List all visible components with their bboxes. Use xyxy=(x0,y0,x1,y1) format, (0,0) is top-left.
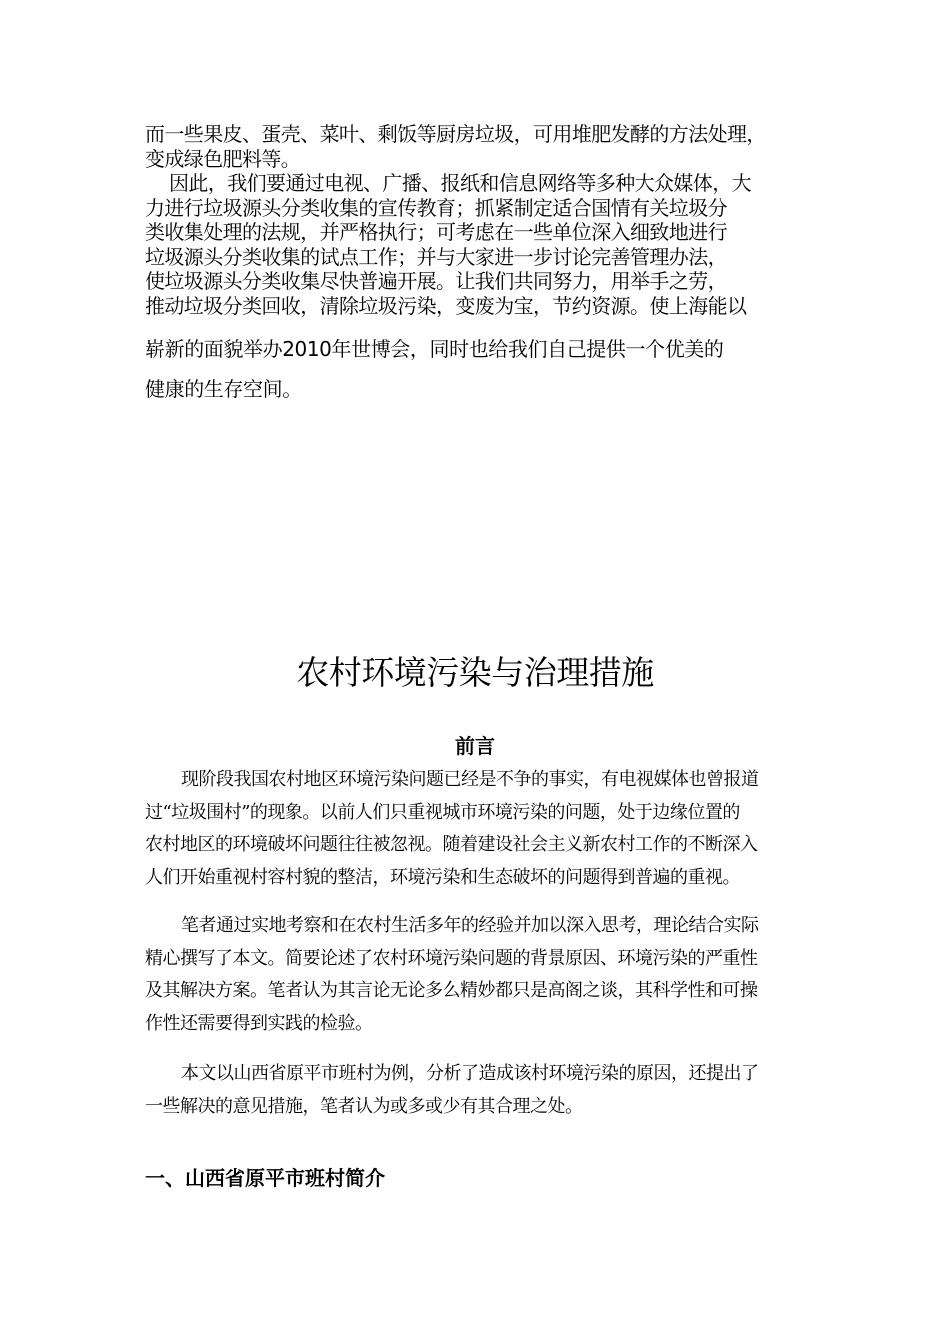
text-line: 作性还需要得到实践的检验。 xyxy=(145,1013,373,1035)
text-line: 垃圾源头分类收集的试点工作；并与大家进一步讨论完善管理办法， xyxy=(145,244,727,269)
previous-section-text xyxy=(145,122,815,318)
text-line: 农村地区的环境破坏问题往往被忽视。随着建设社会主义新农村工作的不断深入 xyxy=(145,834,758,856)
article-title: 农村环境污染与治理措施 xyxy=(296,653,654,692)
text-line: 推动垃圾分类回收，清除垃圾污染，变废为宝，节约资源。使上海能以 xyxy=(145,293,747,318)
text-line: 而一些果皮、蛋壳、菜叶、剩饭等厨房垃圾，可用堆肥发酵的方法处理， xyxy=(145,122,766,146)
preface-paragraph-3 xyxy=(145,1058,815,1123)
text-line: 因此，我们要通过电视、广播、报纸和信息网络等多种大众媒体，大 xyxy=(169,171,751,195)
text-line: 本文以山西省原平市班村为例，分析了造成该村环境污染的原因，还提出了 xyxy=(181,1063,759,1084)
text-line: 现阶段我国农村地区环境污染问题已经是不争的事实，有电视媒体也曾报道 xyxy=(181,769,759,790)
text-line: 健康的生存空间。 xyxy=(145,377,302,401)
text-line: 使垃圾源头分类收集尽快普遍开展。让我们共同努力，用举手之劳， xyxy=(145,269,727,293)
text-line: 过“垃圾围村”的现象。以前人们只重视城市环境污染的问题，处于边缘位置的 xyxy=(145,801,740,823)
text-line: 及其解决方案。笔者认为其言论无论多么精妙都只是高阁之谈，其科学性和可操 xyxy=(145,980,758,1002)
text-line: 人们开始重视村容村貌的整洁，环境污染和生态破坏的问题得到普遍的重视。 xyxy=(145,867,740,889)
preface-paragraph-2 xyxy=(145,910,815,1041)
previous-section-ending xyxy=(145,329,815,409)
text-line: 变成绿色肥料等。 xyxy=(145,146,301,171)
section-heading: 一、山西省原平市班村简介 xyxy=(145,1166,385,1190)
text-line: 崭新的面貌举办2010年世博会，同时也给我们自己提供一个优美的 xyxy=(145,337,724,361)
text-line: 精心撰写了本文。简要论述了农村环境污染问题的背景原因、环境污染的严重性 xyxy=(145,947,758,969)
text-line: 一些解决的意见措施，笔者认为或多或少有其合理之处。 xyxy=(145,1095,583,1117)
preface-heading: 前言 xyxy=(455,734,495,758)
text-line: 类收集处理的法规，并严格执行；可考虑在一些单位深入细致地进行 xyxy=(145,220,727,244)
text-line: 笔者通过实地考察和在农村生活多年的经验并加以深入思考，理论结合实际 xyxy=(181,915,759,936)
text-line: 力进行垃圾源头分类收集的宣传教育；抓紧制定适合国情有关垃圾分 xyxy=(145,195,727,220)
preface-paragraph-1 xyxy=(145,764,815,895)
